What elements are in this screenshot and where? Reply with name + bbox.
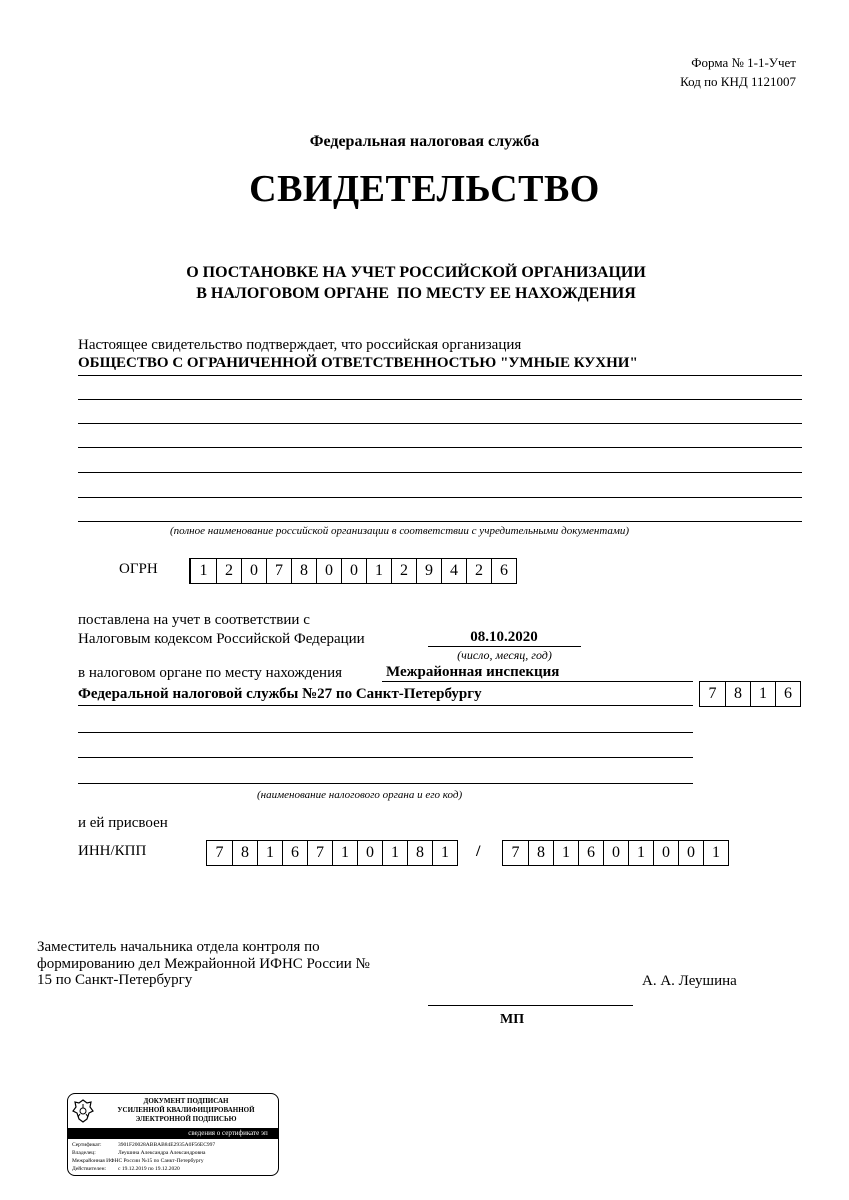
signatory-position-line-1: Заместитель начальника отдела контроля по: [37, 939, 320, 955]
digit-cell: 2: [216, 559, 241, 583]
stamp-cert-value: 3901F20028ABBAB84E2935A0F56EC997: [118, 1142, 216, 1148]
digit-cell: 8: [725, 682, 750, 706]
ogrn-digit-boxes: [189, 558, 517, 584]
digit-cell: 0: [603, 841, 628, 865]
digit-cell: 6: [282, 841, 307, 865]
signatory-position-line-3: 15 по Санкт-Петербургу: [37, 972, 193, 988]
form-number: Форма № 1-1-Учет: [691, 55, 796, 70]
signatory-name: А. А. Леушина: [642, 973, 737, 989]
kpp-digit-boxes: [502, 840, 729, 866]
digit-cell: 1: [703, 841, 728, 865]
stamp-title-line-3: ЭЛЕКТРОННОЙ ПОДПИСЬЮ: [135, 1115, 237, 1123]
digit-cell: 7: [215, 844, 224, 861]
digit-cell: 4: [441, 559, 466, 583]
signature-line: [428, 1005, 633, 1006]
tax-authority-line-5: [78, 783, 693, 784]
tax-authority-line-2: [78, 705, 693, 706]
digit-cell: 9: [416, 559, 441, 583]
tax-authority-note: (наименование налогового органа и его код): [257, 789, 463, 801]
subtitle-line-1: О ПОСТАНОВКЕ НА УЧЕТ РОССИЙСКОЙ ОРГАНИЗАЦИИ: [186, 264, 646, 281]
digit-cell: 1: [553, 841, 578, 865]
registration-date: 08.10.2020: [470, 629, 538, 645]
digit-cell: 2: [466, 559, 491, 583]
subtitle-line-2: В НАЛОГОВОМ ОРГАНЕ ПО МЕСТУ ЕЕ НАХОЖДЕНИЯ: [196, 285, 636, 302]
registration-line-2: Налоговым кодексом Российской Федерации: [78, 631, 365, 647]
org-name-line-3: [78, 423, 802, 424]
digit-cell: 1: [432, 841, 457, 865]
knd-code: Код по КНД 1121007: [680, 74, 796, 89]
tax-authority-name-part-2: Федеральной налоговой службы №27 по Санкт-Петербургу: [78, 686, 482, 702]
seal-label: МП: [500, 1012, 525, 1027]
inn-kpp-separator: /: [476, 843, 481, 860]
org-name-note: (полное наименование российской организации в соответствии с учредительными документами): [170, 525, 630, 537]
digit-cell: 6: [491, 559, 516, 583]
digit-cell: 0: [357, 841, 382, 865]
digit-cell: 7: [708, 685, 717, 702]
stamp-cert-label: Сертификат:: [72, 1142, 102, 1148]
tax-authority-line-3: [78, 732, 693, 733]
digit-cell: 7: [511, 844, 520, 861]
inn-kpp-label: ИНН/КПП: [78, 843, 147, 859]
stamp-owner-value: Леушина Александра Александровна: [118, 1150, 206, 1156]
digit-cell: 2: [391, 559, 416, 583]
digit-cell: 1: [257, 841, 282, 865]
digit-cell: 7: [266, 559, 291, 583]
digit-cell: 6: [775, 682, 800, 706]
digit-cell: 0: [653, 841, 678, 865]
date-note: (число, месяц, год): [457, 648, 552, 662]
stamp-title-line-2: УСИЛЕННОЙ КВАЛИФИЦИРОВАННОЙ: [117, 1106, 255, 1114]
ogrn-label: ОГРН: [119, 561, 158, 577]
stamp-valid-label: Действителен:: [72, 1166, 107, 1172]
authority-name: Федеральная налоговая служба: [309, 133, 540, 150]
tax-authority-code-boxes: [699, 681, 801, 707]
digit-cell: 0: [678, 841, 703, 865]
digit-cell: 8: [291, 559, 316, 583]
stamp-bar-text: сведения о сертификате эп: [188, 1129, 268, 1137]
tax-authority-name-part-1: Межрайонная инспекция: [386, 664, 560, 680]
org-name-line-2: [78, 399, 802, 400]
digit-cell: 8: [232, 841, 257, 865]
registration-line-1: поставлена на учет в соответствии с: [78, 612, 310, 628]
e-signature-stamp: [67, 1093, 279, 1176]
digit-cell: 1: [382, 841, 407, 865]
digit-cell: 1: [199, 562, 208, 579]
assigned-label: и ей присвоен: [78, 815, 168, 831]
document-title: СВИДЕТЕЛЬСТВО: [249, 168, 600, 210]
digit-cell: 7: [307, 841, 332, 865]
stamp-org-value: Межрайонная ИФНС России №15 по Санкт-Петербургу: [72, 1158, 204, 1164]
stamp-valid-value: с 19.12.2019 по 19.12.2020: [118, 1166, 180, 1172]
tax-authority-line-1: [382, 681, 693, 682]
tax-authority-label: в налоговом органе по месту нахождения: [78, 665, 343, 681]
digit-cell: 1: [366, 559, 391, 583]
intro-text: Настоящее свидетельство подтверждает, что российская организация: [78, 337, 522, 353]
org-name-line-7: [78, 521, 802, 522]
digit-cell: 1: [332, 841, 357, 865]
org-name-line-6: [78, 497, 802, 498]
digit-cell: 6: [578, 841, 603, 865]
organization-name: ОБЩЕСТВО С ОГРАНИЧЕННОЙ ОТВЕТСТВЕННОСТЬЮ "УМНЫЕ КУХНИ": [78, 355, 638, 371]
inn-digit-boxes: [206, 840, 458, 866]
signatory-position-line-2: формированию дел Межрайонной ИФНС России №: [37, 956, 370, 972]
digit-cell: 1: [628, 841, 653, 865]
org-name-line-5: [78, 472, 802, 473]
emblem-icon: [72, 1098, 94, 1124]
digit-cell: 0: [241, 559, 266, 583]
date-line: [428, 646, 581, 647]
digit-cell: 0: [341, 559, 366, 583]
stamp-title-line-1: ДОКУМЕНТ ПОДПИСАН: [143, 1097, 229, 1105]
digit-cell: 1: [750, 682, 775, 706]
org-name-line-4: [78, 447, 802, 448]
org-name-line-1: [78, 375, 802, 376]
tax-authority-line-4: [78, 757, 693, 758]
digit-cell: 8: [407, 841, 432, 865]
digit-cell: 0: [316, 559, 341, 583]
stamp-owner-label: Владелец:: [72, 1150, 96, 1156]
digit-cell: 8: [528, 841, 553, 865]
